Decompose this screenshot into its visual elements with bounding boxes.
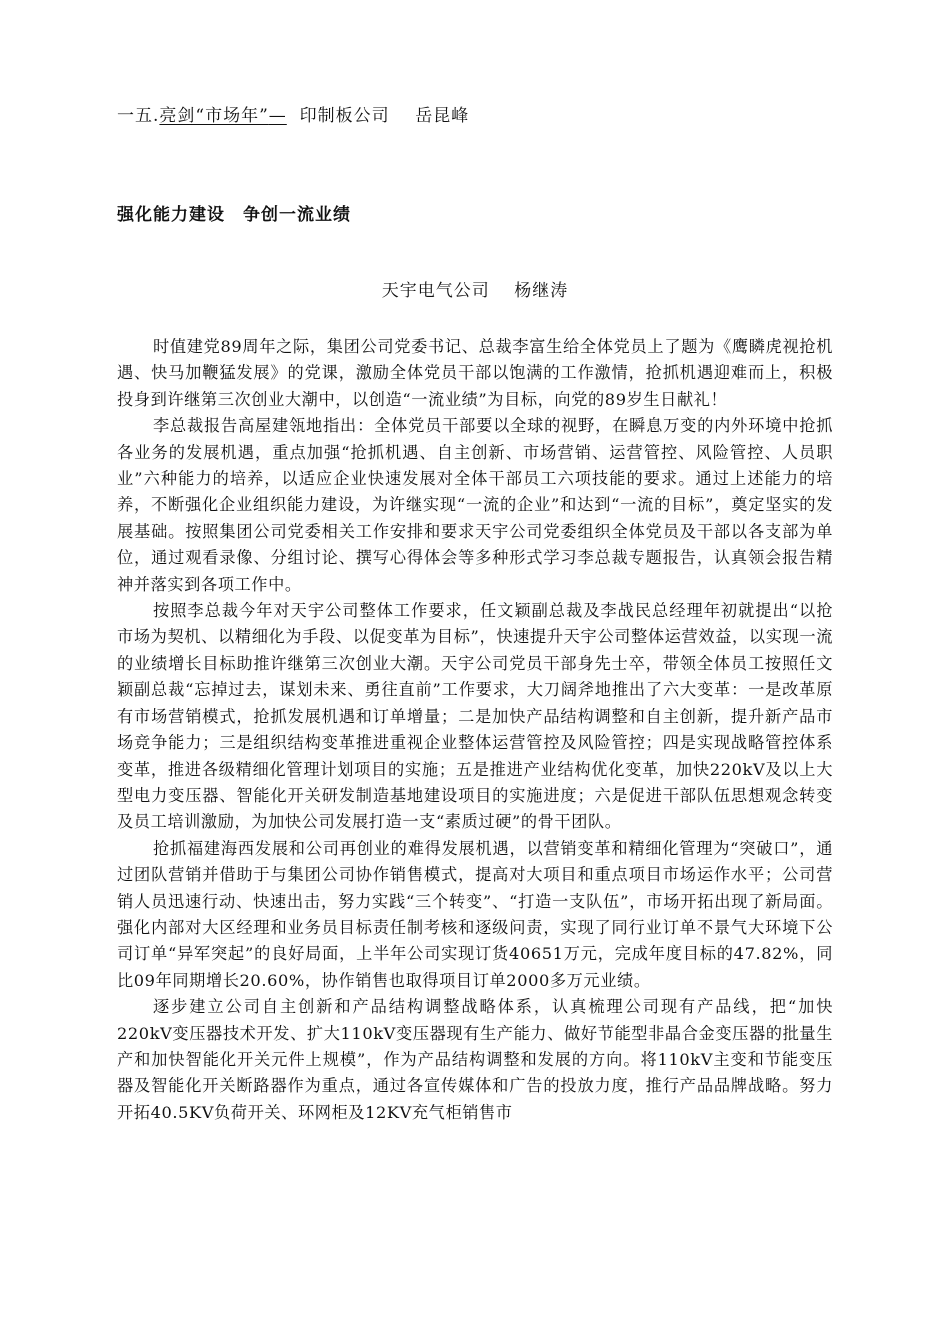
toc-entry-company: 印制板公司 xyxy=(299,106,390,126)
body-paragraph: 抢抓福建海西发展和公司再创业的难得发展机遇，以营销变革和精细化管理为“突破口”，通过团队营销并借助于与集团公司协作销售模式，提高对大项目和重点项目市场运作水平；公司营销人员迅速行动、快速出击，努力实践“三个转变”、“打造一支队伍”，市场开拓出现了新局面。强化内部对大区经理和业务员目标责任制考核和逐级问责，实现了同行业订单不景气大环境下公司订单“异军突起”的良好局面，上半年公司实现订货40651万元，完成年度目标的47.82%，同比09年同期增长20.60%，协作销售也取得项目订单2000多万元业绩。 xyxy=(117,838,833,990)
article-headline: 强化能力建设 争创一流业绩 xyxy=(117,205,351,225)
body-paragraph: 按照李总裁今年对天宇公司整体工作要求，任文颖副总裁及李战民总经理年初就提出“以抢市场为契机、以精细化为手段、以促变革为目标”，快速提升天宇公司整体运营效益，以实现一流的业绩增长目标助推许继第三次创业大潮。天宇公司党员干部身先士卒，带领全体员工按照任文颖副总裁“忘掉过去，谋划未来、勇往直前”工作要求，大刀阔斧地推出了六大变革：一是改革原有市场营销模式，抢抓发展机遇和订单增量；二是加快产品结构调整和自主创新，提升新产品市场竞争能力；三是组织结构变革推进重视企业整体运营管控及风险管控；四是实现战略管控体系变革，推进各级精细化管理计划项目的实施；五是推进产业结构优化变革，加快220kV及以上大型电力变压器、智能化开关研发制造基地建设项目的实施进度；六是促进干部队伍思想观念转变及员工培训激励，为加快公司发展打造一支“素质过硬”的骨干团队。 xyxy=(117,601,833,832)
article-body xyxy=(117,334,833,1126)
toc-entry-number: 一五. xyxy=(117,106,160,126)
toc-entry-author: 岳昆峰 xyxy=(415,106,470,126)
article-byline: 天宇电气公司 杨继涛 xyxy=(381,281,569,301)
toc-entry-title: 亮剑“市场年” xyxy=(159,106,269,126)
body-paragraph: 时值建党89周年之际，集团公司党委书记、总裁李富生给全体党员上了题为《鹰瞵虎视抢机遇、快马加鞭猛发展》的党课，激励全体党员干部以饱满的工作激情，抢抓机遇迎难而上，积极投身到许继第三次创业大潮中，以创造“一流业绩”为目标，向党的89岁生日献礼！ xyxy=(117,337,833,409)
body-paragraph: 李总裁报告高屋建瓴地指出：全体党员干部要以全球的视野，在瞬息万变的内外环境中抢抓各业务的发展机遇，重点加强“抢抓机遇、自主创新、市场营销、运营管控、风险管控、人员职业”六种能力的培养，以适应企业快速发展对全体干部员工六项技能的要求。通过上述能力的培养，不断强化企业组织能力建设，为许继实现“一流的企业”和达到“一流的目标”，奠定坚实的发展基础。按照集团公司党委相关工作安排和要求天宇公司党委组织全体党员及干部以各支部为单位，通过观看录像、分组讨论、撰写心得体会等多种形式学习李总裁专题报告，认真领会报告精神并落实到各项工作中。 xyxy=(117,416,833,594)
toc-entry-dash: — xyxy=(268,106,287,126)
toc-entry xyxy=(117,104,469,128)
body-paragraph: 逐步建立公司自主创新和产品结构调整战略体系，认真梳理公司现有产品线，把“加快220kV变压器技术开发、扩大110kV变压器现有生产能力、做好节能型非晶合金变压器的批量生产和加快智能化开关元件上规模”，作为产品结构调整和发展的方向。将110kV主变和节能变压器及智能化开关断路器作为重点，通过各宣传媒体和广告的投放力度，推行产品品牌战略。努力开拓40.5KV负荷开关、环网柜及12KV充气柜销售市 xyxy=(117,997,833,1122)
